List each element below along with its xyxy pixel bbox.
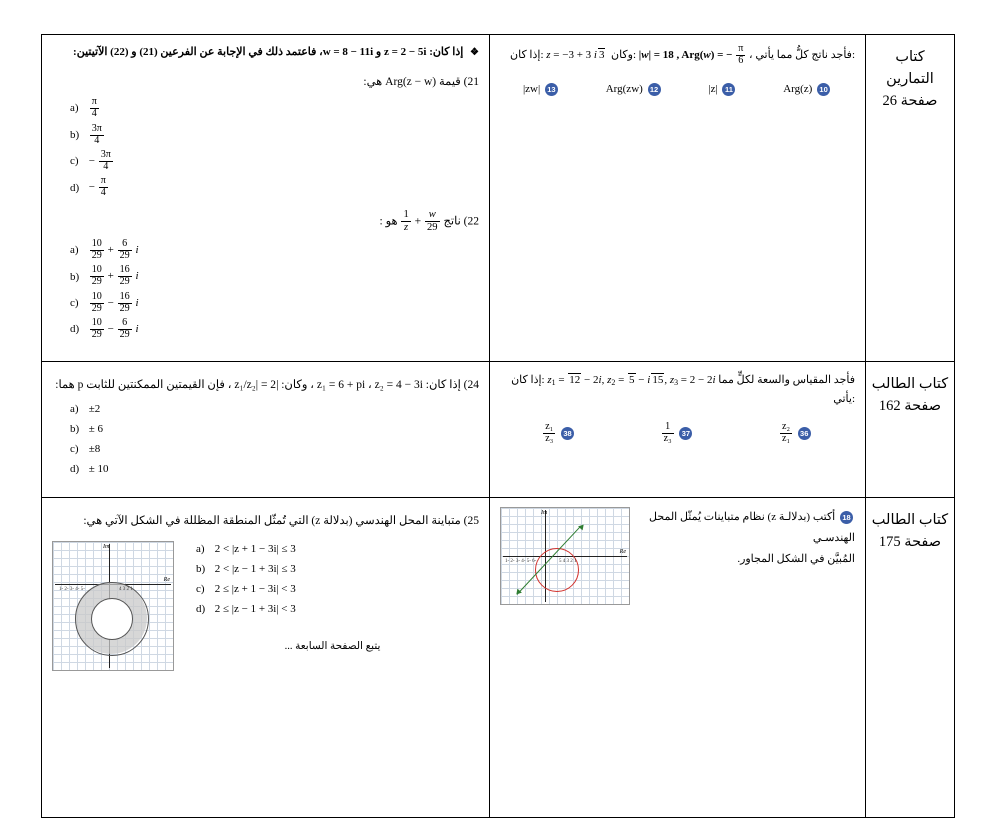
list-item <box>779 422 813 445</box>
choice-re-den: 29 <box>91 302 102 314</box>
axis-label-re: Re <box>163 577 170 584</box>
item-number-badge: 11 <box>722 83 735 96</box>
choice-text: ±2 <box>88 402 101 415</box>
list-item <box>661 422 695 445</box>
choice-num: 3π <box>91 122 102 134</box>
choice-c <box>70 150 479 173</box>
choice-d <box>70 461 479 478</box>
choice-im-den: 29 <box>119 329 130 341</box>
exercise-18-line-1: أكتب (بدلالـة z) نظام متباينات يُمثّل المحل الهندسـي <box>649 511 855 545</box>
axis-label-im: Im <box>541 510 548 517</box>
reference-cell-3 <box>866 498 955 818</box>
reference-line-2: صفحة 175 <box>878 534 942 551</box>
choice-den: 4 <box>99 187 108 199</box>
choice-a <box>196 541 479 558</box>
question-22-choices <box>70 239 479 341</box>
choice-text: 2 ≤ |z + 1 − 3i| < 3 <box>214 582 296 595</box>
item-number-badge: 37 <box>679 427 692 440</box>
item-upper: 1 <box>665 421 671 433</box>
choice-re-num: 10 <box>91 290 102 302</box>
axis-label-re: Re <box>619 549 626 556</box>
list-item <box>523 81 560 98</box>
question-25-prompt: 25) متباينة المحل الهندسي (بدلالة z) التي تُمثّل المنطقة المظللة في الشكل الآتي هي: <box>83 515 479 528</box>
choice-re-den: 29 <box>91 250 102 262</box>
question-25-choices <box>196 541 479 618</box>
question-21-prompt: 21) قيمة Arg(z − w) هي: <box>363 75 479 88</box>
reference-line-1: كتاب <box>895 49 925 65</box>
choice-b: b) $\frac{10}{29}$ + $\frac{16}{29}$ i <box>70 264 139 288</box>
choice-num: π <box>91 96 97 108</box>
choice-d <box>196 601 479 618</box>
item-lower: z₁ <box>781 433 790 445</box>
question-22-prefix: 22) ناتج <box>443 215 479 228</box>
exercise-cell-1 <box>490 35 866 362</box>
choice-text: 2 < |z + 1 − 3i| ≤ 3 <box>214 542 296 555</box>
choice-im-num: 6 <box>122 317 128 329</box>
choice-label: c) <box>70 155 79 168</box>
exercise-items-2 <box>500 422 855 445</box>
item-number-badge: 10 <box>817 83 830 96</box>
choice-text: ± 6 <box>88 422 104 435</box>
list-item <box>606 81 663 98</box>
list-item <box>542 422 576 445</box>
choice-label: b) <box>196 562 206 575</box>
choice-num: 3π <box>100 149 111 161</box>
item-lower: z₃ <box>663 433 672 445</box>
choice-label: a) <box>70 102 79 115</box>
question-22-suffix: هو : <box>379 215 398 228</box>
choice-text: 2 ≤ |z − 1 + 3i| < 3 <box>214 602 296 615</box>
choice-b <box>70 421 479 438</box>
choice-im-den: 29 <box>119 250 130 262</box>
argand-diagram-annulus <box>52 541 174 671</box>
choice-label: c) <box>196 582 205 595</box>
inner-circle <box>91 598 133 640</box>
reference-line-1: كتاب الطالب <box>871 376 949 392</box>
diamond-bullet-icon: ❖ <box>470 47 479 58</box>
item-number-badge: 36 <box>798 427 811 440</box>
tick-label-left: -6 -5 -4 -3 -2 -1 <box>505 559 537 565</box>
choice-re-num: 10 <box>91 264 102 276</box>
choice-label: a) <box>70 402 79 415</box>
question-cell-1 <box>42 35 490 362</box>
choice-sign: − <box>88 181 95 194</box>
item-upper: z₂ <box>781 421 790 433</box>
choice-a <box>70 97 479 120</box>
choice-re-num: 10 <box>91 238 102 250</box>
choice-label: c) <box>70 442 79 455</box>
choice-c <box>196 581 479 598</box>
choice-label: a) <box>196 542 205 555</box>
choice-label: b) <box>70 270 80 283</box>
table-row <box>42 362 955 498</box>
choice-label: d) <box>70 323 80 336</box>
choice-im-num: 6 <box>122 238 128 250</box>
question-22-prompt: 22) ناتج $\frac{1}{z}$ + $\frac{w}{29}$ هو : <box>379 209 479 233</box>
choice-label: b) <box>70 422 80 435</box>
reference-cell-1 <box>866 35 955 362</box>
choice-text: ±8 <box>88 442 101 455</box>
table-row <box>42 498 955 818</box>
question-header-21-22 <box>52 44 479 62</box>
item-number-badge: 12 <box>648 83 661 96</box>
continuation-note: يتبع الصفحة السابعة ... <box>284 641 381 653</box>
item-lower: z₃ <box>545 433 554 445</box>
item-text: |z| <box>708 82 718 95</box>
choice-re-den: 29 <box>91 276 102 288</box>
item-number-badge: 38 <box>561 427 574 440</box>
choice-den: 4 <box>90 135 104 147</box>
locus-circle <box>535 548 579 592</box>
tick-label-right: 1 2 3 4 5 <box>559 559 577 565</box>
list-item <box>708 81 737 98</box>
choice-text: ± 10 <box>88 462 109 475</box>
item-number-badge: 18 <box>840 511 853 524</box>
question-cell-3 <box>42 498 490 818</box>
choice-op: + <box>107 270 114 283</box>
choice-d <box>70 176 479 199</box>
choice-c <box>70 441 479 458</box>
item-text: Arg(zw) <box>605 82 643 95</box>
choice-a: a) $\frac{10}{29}$ + $\frac{6}{29}$ i <box>70 238 139 262</box>
choice-num: π <box>100 175 106 187</box>
reference-line-2: التمارين <box>886 70 934 87</box>
exercise-items-1 <box>500 81 855 98</box>
question-21-choices <box>70 97 479 199</box>
choice-op: − <box>107 296 114 309</box>
choice-label: b) <box>70 128 80 141</box>
choice-c: c) $\frac{10}{29}$ − $\frac{16}{29}$ i <box>70 290 139 314</box>
choice-d: d) $\frac{10}{29}$ − $\frac{6}{29}$ i <box>70 317 139 341</box>
exercise-cell-2 <box>490 362 866 498</box>
line-arrow-icon <box>578 523 586 531</box>
choice-label: d) <box>70 181 80 194</box>
choice-a <box>70 401 479 418</box>
choice-re-den: 29 <box>91 329 102 341</box>
choice-den: 4 <box>90 108 99 120</box>
choice-den: 4 <box>99 161 113 173</box>
choice-im-num: 16 <box>119 264 130 276</box>
choice-im-num: 16 <box>119 290 130 302</box>
reference-cell-2 <box>866 362 955 498</box>
exercise-cell-3 <box>490 498 866 818</box>
reference-line-3: صفحة 26 <box>882 92 938 109</box>
choice-text: 2 < |z − 1 + 3i| ≤ 3 <box>214 562 296 575</box>
question-cell-2 <box>42 362 490 498</box>
choice-b <box>196 561 479 578</box>
item-text: |zw| <box>522 82 541 95</box>
tick-label-left: -5 -4 -3 -2 -1 <box>59 587 85 593</box>
argand-diagram-locus <box>500 507 630 605</box>
question-header-text: إذا كان: z = 2 − 5i و w = 8 − 11i، فاعتمد ذلك في الإجابة عن الفرعين (21) و (22) الآتيتين: <box>73 46 464 58</box>
exercise-18-text <box>642 507 855 570</box>
list-item <box>783 81 832 98</box>
choice-b <box>70 124 479 147</box>
item-number-badge: 13 <box>545 83 558 96</box>
choice-re-num: 10 <box>91 317 102 329</box>
question-24-choices <box>70 401 479 478</box>
item-upper: z₁ <box>545 421 554 433</box>
given-statement-1: إذا كان: z = −3 + 3 i 3 وكان: |w| = 18 , Arg(w) = − $\frac{\pi}{6}$ ، فأجد ناتج كلُّ مما يأتي: <box>510 43 855 66</box>
choice-sign: − <box>88 155 95 168</box>
axis-label-im: Im <box>103 544 110 551</box>
tick-label-right: 1 2 3 4 <box>119 587 133 593</box>
choice-op: − <box>107 323 114 336</box>
worksheet-table <box>41 34 955 818</box>
choice-im-den: 29 <box>119 276 130 288</box>
choice-label: c) <box>70 296 79 309</box>
reference-line-1: كتاب الطالب <box>871 512 949 529</box>
choice-label: d) <box>70 462 80 475</box>
choice-im-den: 29 <box>119 302 130 314</box>
choice-label: d) <box>196 602 206 615</box>
choice-label: a) <box>70 244 79 257</box>
exercise-18-line-2: المُبيَّن في الشكل المجاور. <box>737 553 855 566</box>
given-statement-2: إذا كان: $z_1 = 12 - 2i$, $z_2 = 5 - i$ 15, $z_3 = 2 - 2i$ فأجد المقياس والسعة لكلٍّ مما يأتي: <box>511 374 855 405</box>
table-row <box>42 35 955 362</box>
question-24-prompt: 24) إذا كان: z₁ = 6 + pi ، z₂ = 4 − 3i ، وكان: |z₁/z₂| = 2 ، فإن القيمتين الممكنتين للثابت p هما: <box>55 379 479 391</box>
reference-line-2: صفحة 162 <box>878 397 942 414</box>
item-text: Arg(z) <box>783 82 813 95</box>
choice-op: + <box>107 244 114 257</box>
